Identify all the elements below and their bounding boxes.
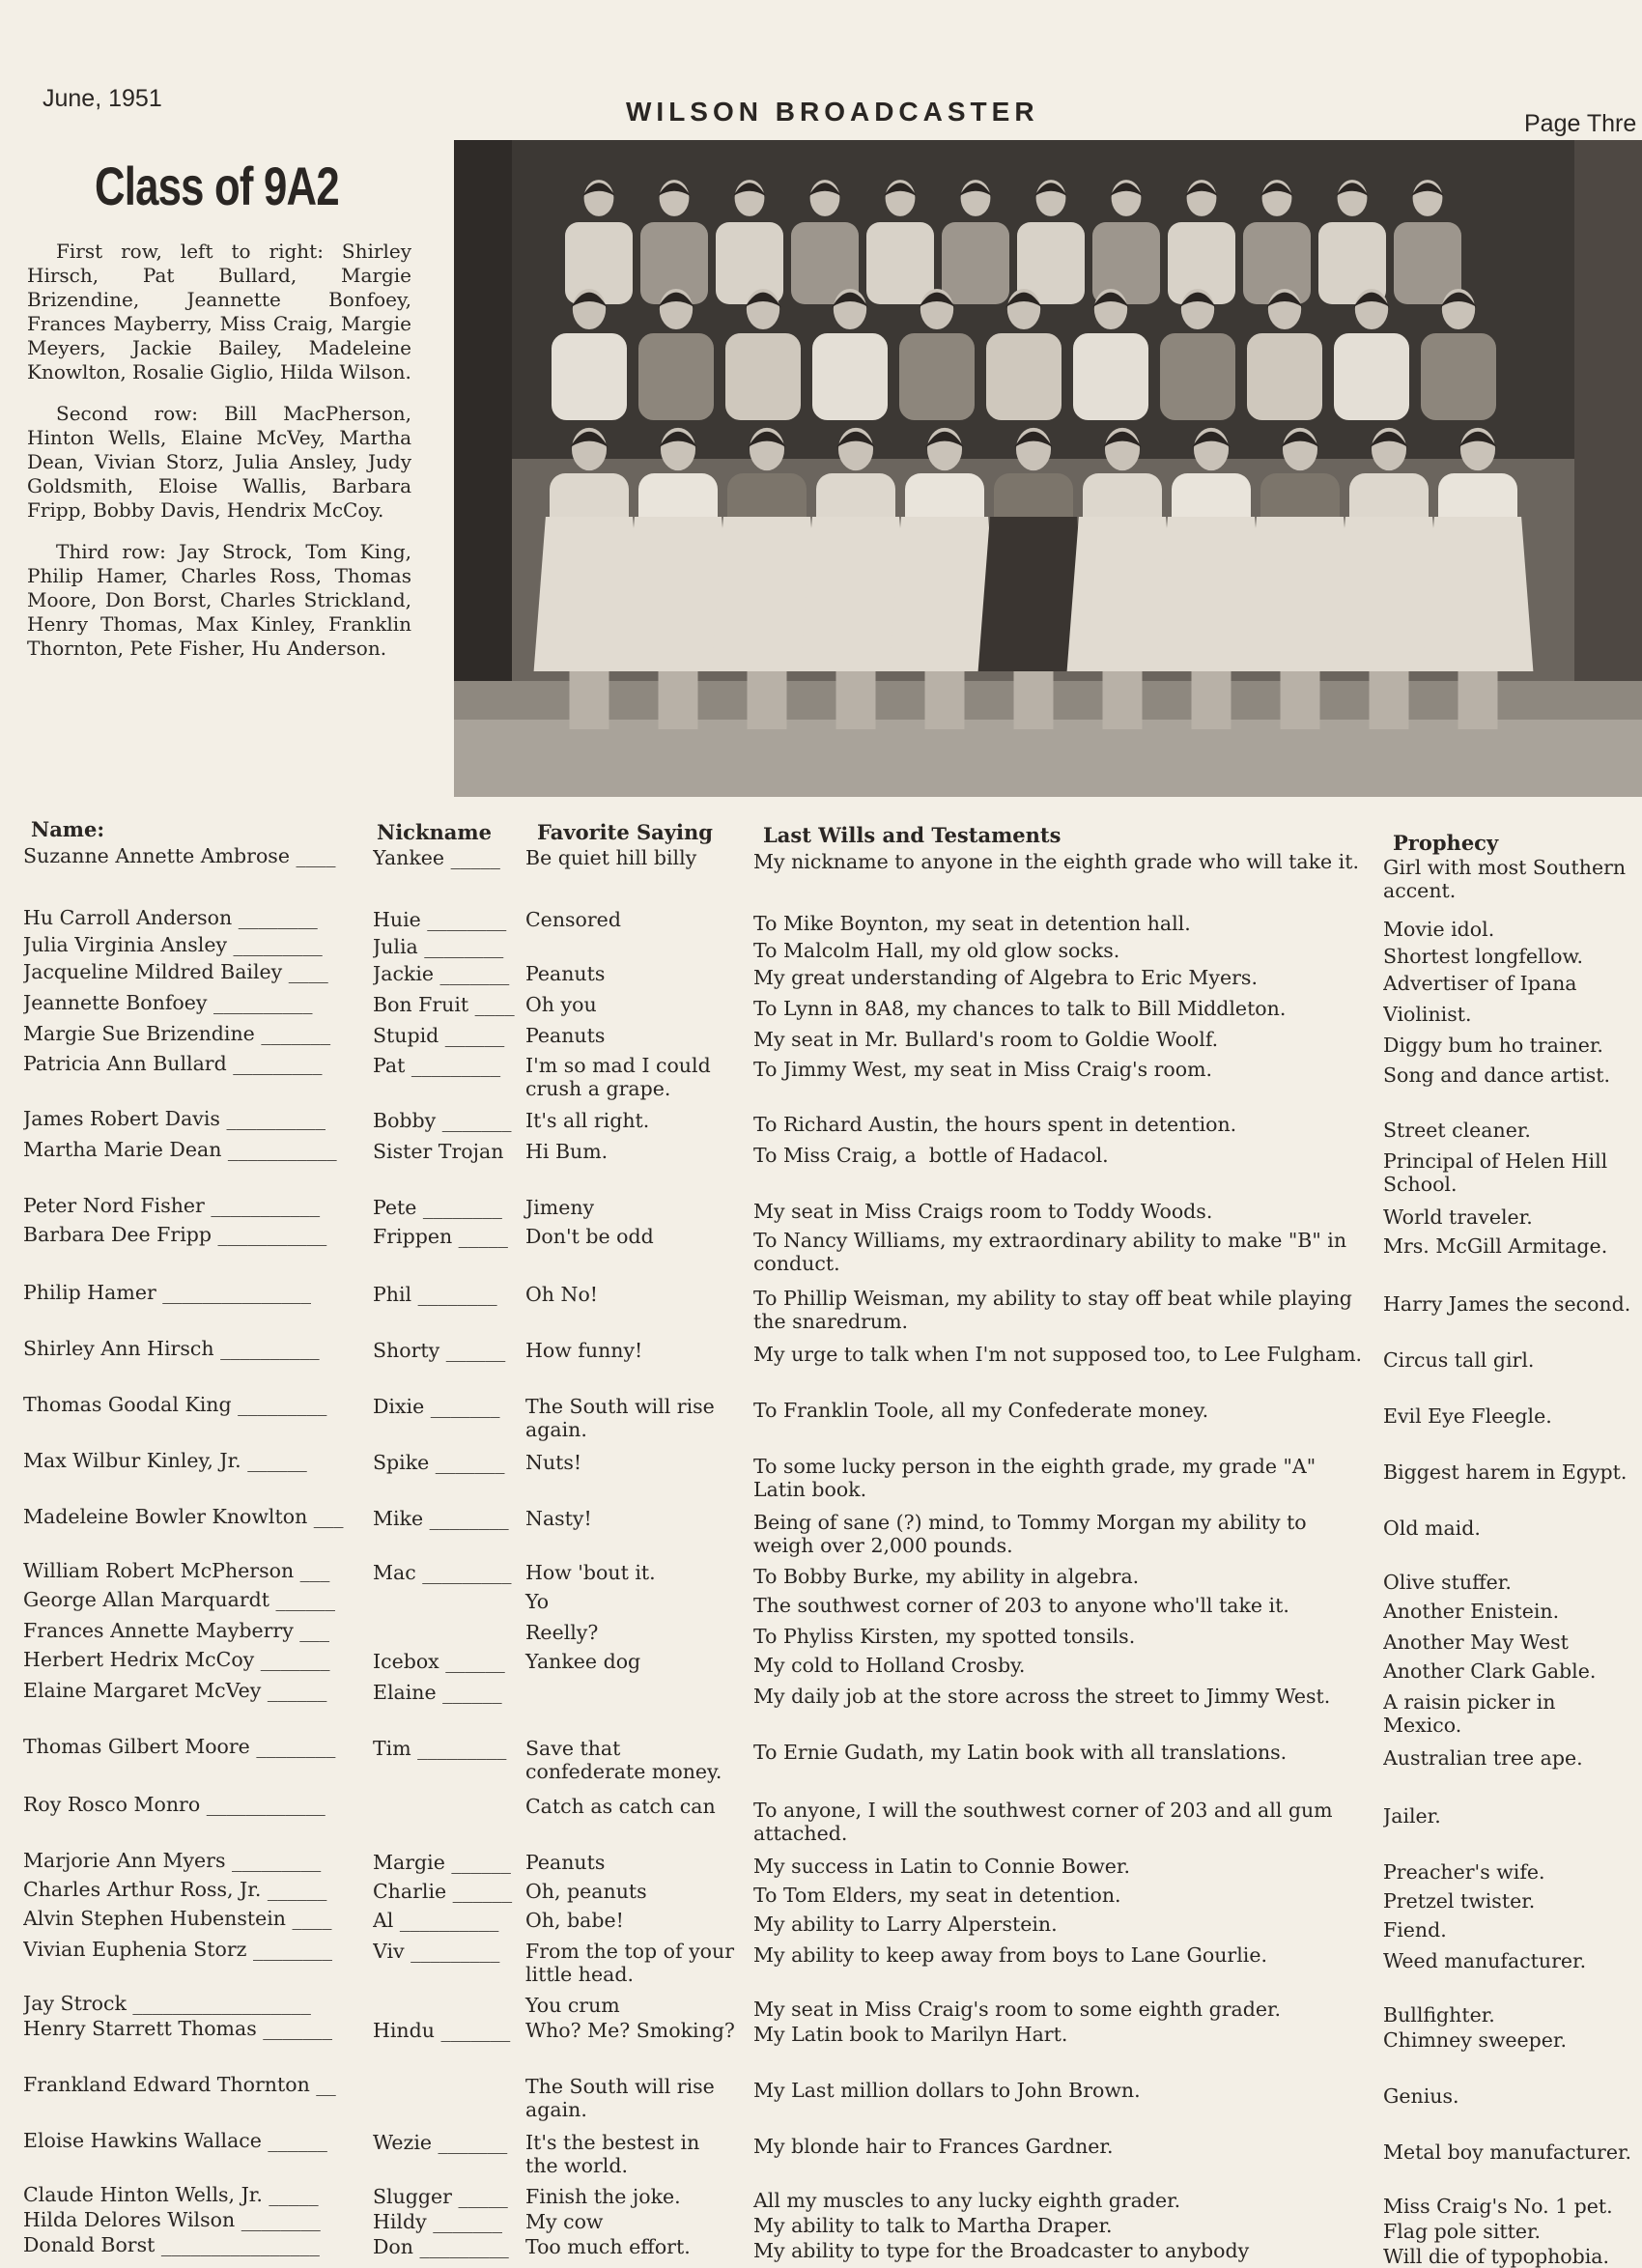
student-name: Frances Annette Mayberry ___: [23, 1619, 330, 1642]
student-nickname: Shorty ______: [373, 1339, 506, 1362]
publication-title: WILSON BROADCASTER: [626, 97, 1039, 127]
col-header-prophecy: Prophecy: [1393, 831, 1499, 855]
student-prophecy: Harry James the second.: [1383, 1292, 1631, 1316]
student-prophecy: Another Clark Gable.: [1383, 1659, 1597, 1683]
student-will: To Malcolm Hall, my old glow socks.: [753, 939, 1120, 962]
student-name: Patricia Ann Bullard _________: [23, 1052, 323, 1075]
col-header-wills: Last Wills and Testaments: [763, 823, 1062, 847]
student-nickname: Bobby _______: [373, 1109, 512, 1132]
student-name: Thomas Goodal King _________: [23, 1393, 327, 1416]
student-saying: Save that confederate money.: [525, 1737, 722, 1783]
student-will: To Franklin Toole, all my Confederate money.: [753, 1399, 1209, 1422]
student-prophecy: Preacher's wife.: [1383, 1860, 1545, 1884]
student-nickname: Phil ________: [373, 1283, 497, 1306]
student-name: Elaine Margaret McVey ______: [23, 1679, 327, 1702]
student-name: Alvin Stephen Hubenstein ____: [23, 1907, 332, 1930]
student-prophecy: Fiend.: [1383, 1918, 1447, 1942]
student-nickname: Stupid ______: [373, 1024, 505, 1047]
student-name: Hu Carroll Anderson ________: [23, 906, 318, 929]
student-saying: I'm so mad I could crush a grape.: [525, 1054, 718, 1100]
student-saying: Oh No!: [525, 1283, 599, 1306]
student-will: To Miss Craig, a bottle of Hadacol.: [753, 1144, 1109, 1167]
student-nickname: Pete ________: [373, 1196, 502, 1219]
student-nickname: Mac _________: [373, 1561, 512, 1584]
photo-captions: [27, 240, 411, 678]
student-saying: The South will rise again.: [525, 1395, 722, 1441]
student-will: To Mike Boynton, my seat in detention hall.: [753, 912, 1191, 935]
student-will: To Ernie Gudath, my Latin book with all translations.: [753, 1741, 1288, 1764]
student-saying: My cow: [525, 2210, 604, 2233]
student-nickname: Bon Fruit ____: [373, 993, 515, 1016]
student-name: Max Wilbur Kinley, Jr. ______: [23, 1449, 307, 1472]
student-saying: Reelly?: [525, 1621, 599, 1644]
student-saying: Oh, peanuts: [525, 1880, 647, 1903]
student-nickname: Jackie _______: [373, 962, 510, 985]
student-nickname: Huie ________: [373, 908, 507, 931]
page-number: Page Thre: [1524, 110, 1637, 137]
student-will: To anyone, I will the southwest corner of 203 and all gum attached.: [753, 1799, 1340, 1845]
caption-third-row: Third row: Jay Strock, Tom King, Philip Hamer, Charles Ross, Thomas Moore, Don Borst, Charles Strickland, Henry Thomas, Max Kinley, Franklin Thornton, Pete Fisher, Hu Anderson.: [27, 540, 411, 660]
student-saying: Who? Me? Smoking?: [525, 2019, 735, 2042]
student-saying: Be quiet hill billy: [525, 846, 697, 869]
student-nickname: Spike _______: [373, 1451, 505, 1474]
student-name: Marjorie Ann Myers _________: [23, 1849, 322, 1872]
student-nickname: Mike ________: [373, 1507, 509, 1530]
student-will: My urge to talk when I'm not supposed too, to Lee Fulgham.: [753, 1343, 1363, 1366]
student-nickname: Julia ________: [373, 935, 504, 958]
student-will: To Phyliss Kirsten, my spotted tonsils.: [753, 1625, 1136, 1648]
student-saying: Jimeny: [525, 1196, 595, 1219]
class-photo: [454, 140, 1642, 797]
student-will: To Lynn in 8A8, my chances to talk to Bill Middleton.: [753, 997, 1287, 1020]
student-prophecy: Girl with most Southern accent.: [1383, 856, 1632, 902]
student-will: My seat in Mr. Bullard's room to Goldie Woolf.: [753, 1028, 1219, 1051]
student-will: My blonde hair to Frances Gardner.: [753, 2135, 1114, 2158]
student-will: My success in Latin to Connie Bower.: [753, 1855, 1130, 1878]
student-name: Charles Arthur Ross, Jr. ______: [23, 1878, 327, 1901]
student-name: Philip Hamer _______________: [23, 1281, 312, 1304]
student-prophecy: Olive stuffer.: [1383, 1571, 1512, 1594]
student-nickname: Sister Trojan: [373, 1140, 504, 1163]
student-name: Vivian Euphenia Storz ________: [23, 1938, 332, 1961]
student-prophecy: Violinist.: [1383, 1003, 1472, 1026]
student-name: Jacqueline Mildred Bailey ____: [23, 960, 328, 983]
student-name: Julia Virginia Ansley _________: [23, 933, 323, 956]
student-nickname: Wezie _______: [373, 2131, 508, 2154]
student-saying: Censored: [525, 908, 621, 931]
student-nickname: Slugger _____: [373, 2185, 508, 2208]
student-nickname: Don _________: [373, 2235, 509, 2258]
student-prophecy: Advertiser of Ipana: [1383, 972, 1577, 995]
student-saying: You crum: [525, 1994, 620, 2017]
student-saying: Peanuts: [525, 1851, 606, 1874]
student-prophecy: Genius.: [1383, 2084, 1459, 2108]
student-prophecy: Old maid.: [1383, 1517, 1481, 1540]
student-prophecy: Movie idol.: [1383, 918, 1495, 941]
student-saying: Oh you: [525, 993, 597, 1016]
student-name: Suzanne Annette Ambrose ____: [23, 844, 336, 867]
student-name: Henry Starrett Thomas _______: [23, 2017, 333, 2040]
student-name: Peter Nord Fisher ___________: [23, 1194, 321, 1217]
student-will: All my muscles to any lucky eighth grader.: [753, 2189, 1181, 2212]
student-name: Herbert Hedrix McCoy _______: [23, 1648, 330, 1671]
student-prophecy: Circus tall girl.: [1383, 1348, 1535, 1372]
class-title: Class of 9A2: [95, 156, 339, 216]
student-saying: Too much effort.: [525, 2235, 691, 2258]
student-prophecy: Biggest harem in Egypt.: [1383, 1460, 1628, 1484]
student-prophecy: Metal boy manufacturer.: [1383, 2140, 1632, 2164]
student-name: Jeannette Bonfoey __________: [23, 991, 313, 1014]
student-will: To some lucky person in the eighth grade, my grade "A" Latin book.: [753, 1455, 1322, 1501]
col-header-nickname: Nickname: [377, 820, 492, 844]
student-prophecy: Evil Eye Fleegle.: [1383, 1404, 1552, 1428]
student-prophecy: Principal of Helen Hill School.: [1383, 1149, 1614, 1196]
student-saying: Nuts!: [525, 1451, 582, 1474]
student-will: My great understanding of Algebra to Eric Myers.: [753, 966, 1258, 989]
student-saying: It's all right.: [525, 1109, 650, 1132]
caption-second-row: Second row: Bill MacPherson, Hinton Wells, Elaine McVey, Martha Dean, Vivian Storz, Julia Ansley, Judy Goldsmith, Eloise Wallis, Barbara Fripp, Bobby Davis, Hendrix McCoy.: [27, 402, 411, 522]
student-name: Hilda Delores Wilson ________: [23, 2208, 321, 2231]
student-will: My ability to Larry Alperstein.: [753, 1913, 1058, 1936]
student-will: The southwest corner of 203 to anyone who'll take it.: [753, 1594, 1289, 1617]
student-nickname: Icebox ______: [373, 1650, 505, 1673]
student-nickname: Charlie ______: [373, 1880, 513, 1903]
student-will: My seat in Miss Craig's room to some eighth grader.: [753, 1998, 1282, 2021]
student-prophecy: Chimney sweeper.: [1383, 2028, 1567, 2052]
student-prophecy: Jailer.: [1383, 1804, 1441, 1828]
student-saying: Oh, babe!: [525, 1909, 624, 1932]
student-saying: Nasty!: [525, 1507, 592, 1530]
issue-date: June, 1951: [42, 85, 162, 112]
student-prophecy: Song and dance artist.: [1383, 1063, 1611, 1087]
student-will: My ability to type for the Broadcaster to anybody: [753, 2239, 1250, 2262]
student-will: My cold to Holland Crosby.: [753, 1654, 1026, 1677]
student-name: George Allan Marquardt ______: [23, 1588, 336, 1611]
student-name: Claude Hinton Wells, Jr. _____: [23, 2183, 319, 2206]
student-will: My ability to talk to Martha Draper.: [753, 2214, 1113, 2237]
student-prophecy: Pretzel twister.: [1383, 1889, 1536, 1913]
student-saying: Yankee dog: [525, 1650, 641, 1673]
student-will: My Last million dollars to John Brown.: [753, 2079, 1141, 2102]
student-prophecy: Australian tree ape.: [1383, 1746, 1583, 1770]
student-nickname: Viv _________: [373, 1940, 500, 1963]
student-saying: Finish the joke.: [525, 2185, 681, 2208]
student-prophecy: Mrs. McGill Armitage.: [1383, 1234, 1608, 1258]
page-header: [0, 0, 1642, 145]
student-name: Barbara Dee Fripp ___________: [23, 1223, 327, 1246]
col-header-name: Name:: [31, 817, 105, 841]
student-name: William Robert McPherson ___: [23, 1559, 330, 1582]
student-name: Thomas Gilbert Moore ________: [23, 1735, 336, 1758]
student-name: James Robert Davis __________: [23, 1107, 326, 1130]
student-will: To Bobby Burke, my ability in algebra.: [753, 1565, 1140, 1588]
col-header-saying: Favorite Saying: [537, 820, 713, 844]
caption-first-row: First row, left to right: Shirley Hirsch, Pat Bullard, Margie Brizendine, Jeannette Bonfoey, Frances Mayberry, Miss Craig, Margie Meyers, Jackie Bailey, Madeleine Knowlton, Rosalie Giglio, Hilda Wilson.: [27, 240, 411, 383]
student-prophecy: Shortest longfellow.: [1383, 945, 1584, 968]
student-will: To Phillip Weisman, my ability to stay off beat while playing the snaredrum.: [753, 1287, 1359, 1333]
student-saying: Catch as catch can: [525, 1795, 716, 1818]
student-prophecy: Another May West: [1383, 1630, 1569, 1654]
student-nickname: Hindu _______: [373, 2019, 511, 2042]
student-will: To Tom Elders, my seat in detention.: [753, 1884, 1121, 1907]
student-prophecy: Bullfighter.: [1383, 2003, 1495, 2027]
student-nickname: Dixie _______: [373, 1395, 500, 1418]
student-will: My daily job at the store across the street to Jimmy West.: [753, 1685, 1331, 1708]
student-saying: Yo: [525, 1590, 550, 1613]
student-prophecy: World traveler.: [1383, 1205, 1533, 1229]
student-saying: How 'bout it.: [525, 1561, 656, 1584]
student-prophecy: Another Enistein.: [1383, 1600, 1560, 1623]
student-saying: The South will rise again.: [525, 2075, 722, 2121]
student-saying: It's the bestest in the world.: [525, 2131, 706, 2177]
student-name: Shirley Ann Hirsch __________: [23, 1337, 320, 1360]
student-saying: Don't be odd: [525, 1225, 654, 1248]
student-saying: Peanuts: [525, 962, 606, 985]
student-nickname: Yankee _____: [373, 846, 500, 869]
student-nickname: Elaine ______: [373, 1681, 502, 1704]
student-will: My ability to keep away from boys to Lane Gourlie.: [753, 1943, 1267, 1967]
student-name: Roy Rosco Monro ____________: [23, 1793, 326, 1816]
student-nickname: Al __________: [373, 1909, 499, 1932]
student-nickname: Pat _________: [373, 1054, 501, 1077]
student-saying: How funny!: [525, 1339, 643, 1362]
student-saying: Hi Bum.: [525, 1140, 609, 1163]
student-name: Margie Sue Brizendine _______: [23, 1022, 331, 1045]
student-will: To Richard Austin, the hours spent in detention.: [753, 1113, 1237, 1136]
student-saying: Peanuts: [525, 1024, 606, 1047]
student-name: Donald Borst ________________: [23, 2233, 320, 2256]
student-saying: From the top of your little head.: [525, 1940, 741, 1986]
student-will: Being of sane (?) mind, to Tommy Morgan my ability to weigh over 2,000 pounds.: [753, 1511, 1314, 1557]
student-will: To Jimmy West, my seat in Miss Craig's room.: [753, 1058, 1213, 1081]
student-prophecy: Street cleaner.: [1383, 1119, 1531, 1142]
student-prophecy: Weed manufacturer.: [1383, 1949, 1587, 1972]
student-name: Jay Strock __________________: [23, 1992, 311, 2015]
student-name: Madeleine Bowler Knowlton ___: [23, 1505, 344, 1528]
student-will: To Nancy Williams, my extraordinary ability to make "B" in conduct.: [753, 1229, 1353, 1275]
student-nickname: Hildy _______: [373, 2210, 502, 2233]
student-nickname: Tim _________: [373, 1737, 507, 1760]
student-name: Eloise Hawkins Wallace ______: [23, 2129, 327, 2152]
student-nickname: Frippen _____: [373, 1225, 508, 1248]
student-name: Frankland Edward Thornton __: [23, 2073, 336, 2096]
student-will: My seat in Miss Craigs room to Toddy Woods.: [753, 1200, 1213, 1223]
student-prophecy: Flag pole sitter.: [1383, 2220, 1542, 2243]
student-name: Martha Marie Dean ___________: [23, 1138, 337, 1161]
student-will: My nickname to anyone in the eighth grade who will take it.: [753, 850, 1359, 873]
student-will: My Latin book to Marilyn Hart.: [753, 2023, 1068, 2046]
student-prophecy: Diggy bum ho trainer.: [1383, 1034, 1603, 1057]
student-nickname: Margie ______: [373, 1851, 511, 1874]
student-prophecy: A raisin picker in Mexico.: [1383, 1690, 1563, 1737]
student-prophecy: Miss Craig's No. 1 pet.: [1383, 2195, 1613, 2218]
student-prophecy: Will die of typophobia.: [1383, 2245, 1610, 2268]
